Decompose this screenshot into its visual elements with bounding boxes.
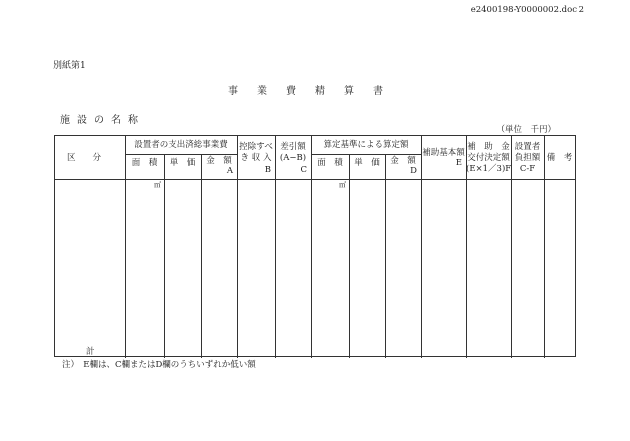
area-header: 面 積	[131, 158, 158, 168]
footnote: 注） E欄は、C欄またはD欄のうちいずれか低い額	[62, 360, 256, 370]
grant-header-line3: (E×1／3)F	[466, 164, 512, 174]
col-divider	[164, 154, 165, 358]
letter-a: A	[226, 166, 233, 176]
col-divider	[544, 136, 545, 358]
square-meter-unit: ㎡	[154, 181, 161, 189]
letter-e: E	[455, 158, 462, 168]
file-name: e2400198-Y0000002.doc	[470, 5, 577, 15]
col-divider	[201, 154, 202, 358]
grant-header-line1: 補 助 金	[467, 142, 510, 152]
amount-header-2: 金 額	[390, 156, 416, 166]
category-header: 区 分	[67, 153, 102, 163]
form-number: 別紙第1	[53, 61, 86, 71]
deductible-header-line1: 控除すべ	[239, 142, 273, 152]
col-divider	[385, 154, 386, 358]
burden-header-line3: C-F	[519, 164, 536, 174]
letter-d: D	[410, 166, 417, 176]
area-header-2: 面 積	[317, 158, 343, 168]
page-number: 2	[578, 5, 584, 15]
grant-header-line2: 交付決定額	[467, 153, 510, 163]
unit-price-header: 単 価	[169, 158, 196, 168]
square-meter-unit-2: ㎡	[339, 181, 346, 189]
burden-header-line2: 負担額	[514, 153, 541, 163]
document-title: 事業費精算書	[228, 86, 402, 97]
group-divider	[125, 154, 238, 155]
col-divider	[311, 136, 312, 358]
remarks-header: 備 考	[546, 153, 573, 163]
facility-name-label: 施設の名称	[60, 115, 145, 126]
col-divider	[125, 136, 126, 358]
col-divider	[421, 136, 422, 358]
unit-price-header-2: 単 価	[354, 158, 380, 168]
letter-c: C	[300, 165, 307, 175]
amount-header: 金 額	[206, 156, 232, 166]
col-divider	[349, 154, 350, 358]
total-label: 計	[86, 347, 95, 357]
unit-label: （単位 千円）	[496, 125, 556, 135]
calculated-amount-header: 算定基準による算定額	[323, 140, 409, 150]
difference-header-line2: (A−B)	[279, 153, 307, 163]
deductible-header-line2: き 収 入	[240, 153, 272, 163]
group-divider	[311, 154, 422, 155]
expense-table	[54, 135, 576, 357]
letter-b: B	[264, 165, 271, 175]
difference-header-line1: 差引額	[280, 142, 306, 152]
burden-header-line1: 設置者	[514, 142, 541, 152]
subsidy-base-header: 補助基本額	[422, 148, 465, 158]
installer-expense-header: 設置者の支出済総事業費	[134, 140, 228, 150]
